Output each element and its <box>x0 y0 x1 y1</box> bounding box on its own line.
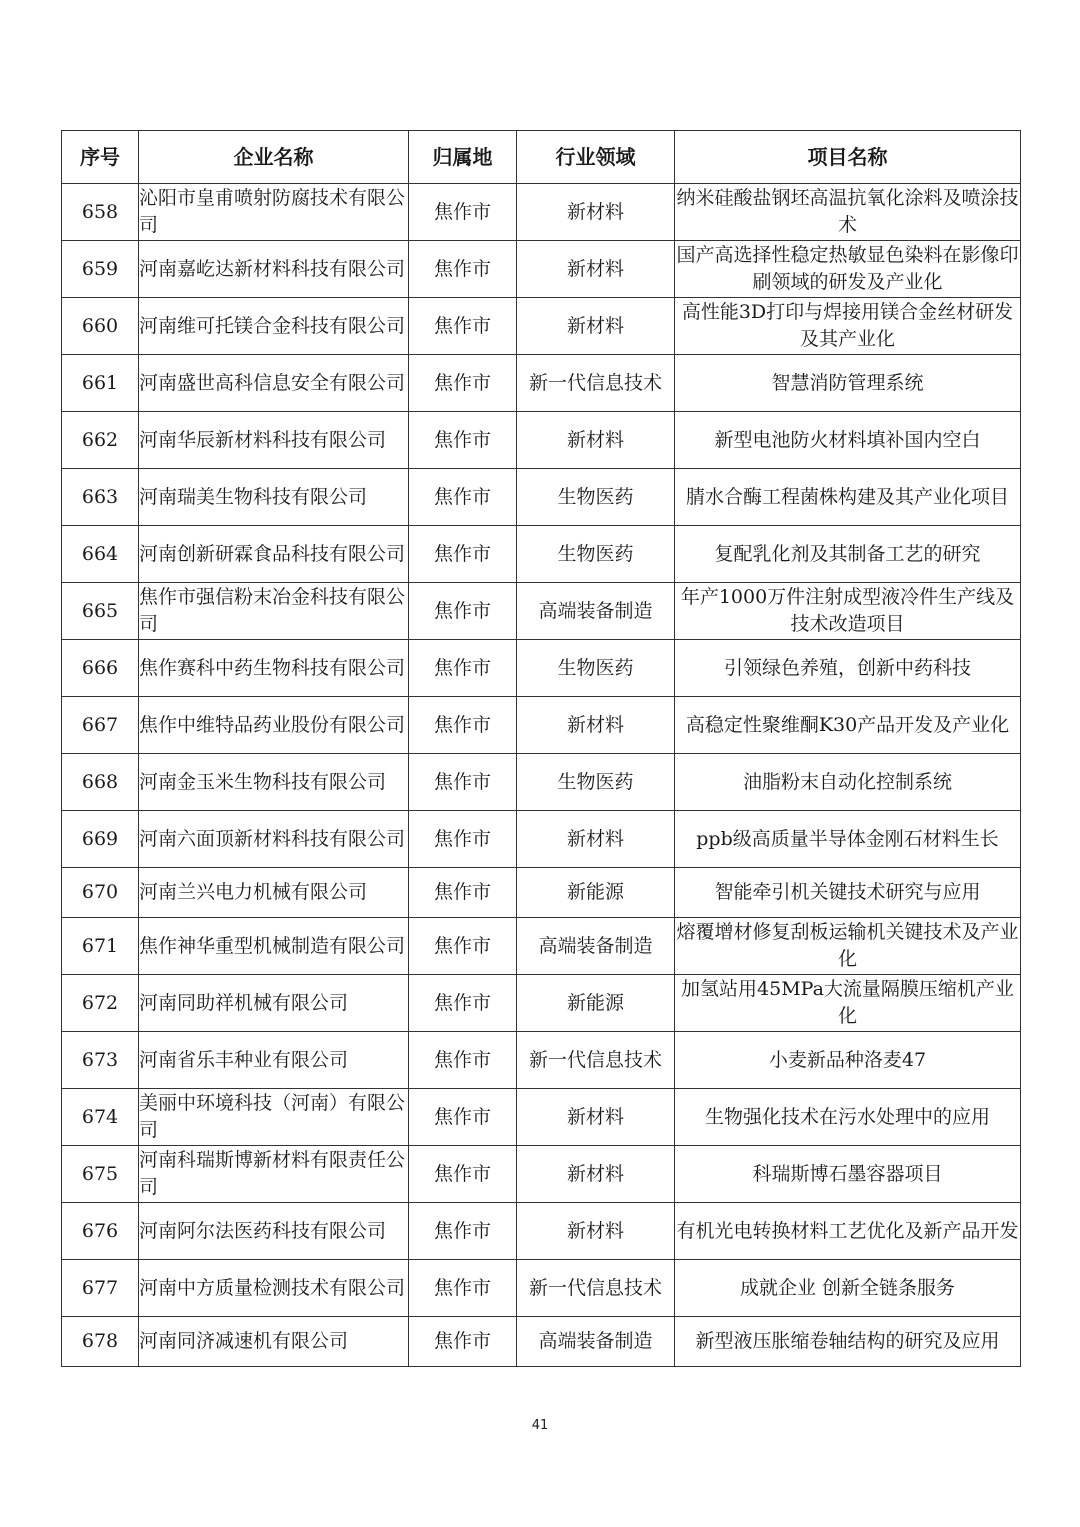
serial-number-cell: 672 <box>62 975 139 1032</box>
project-name-cell: 科瑞斯博石墨容器项目 <box>675 1146 1021 1203</box>
location-cell: 焦作市 <box>409 918 517 975</box>
company-name-cell: 美丽中环境科技（河南）有限公司 <box>139 1089 409 1146</box>
header-project-name: 项目名称 <box>675 131 1021 184</box>
page-number: 41 <box>531 1418 549 1433</box>
company-name-cell: 河南中方质量检测技术有限公司 <box>139 1260 409 1317</box>
serial-number-cell: 663 <box>62 469 139 526</box>
table-row <box>62 1317 1021 1367</box>
location-cell: 焦作市 <box>409 1317 517 1367</box>
company-name-cell: 焦作市强信粉末冶金科技有限公司 <box>139 583 409 640</box>
table-row <box>62 1260 1021 1317</box>
location-cell: 焦作市 <box>409 412 517 469</box>
company-name-cell: 焦作中维特品药业股份有限公司 <box>139 697 409 754</box>
company-name-cell: 河南六面顶新材料科技有限公司 <box>139 811 409 868</box>
serial-number-cell: 662 <box>62 412 139 469</box>
table-body <box>62 184 1021 1367</box>
company-name-cell: 焦作赛科中药生物科技有限公司 <box>139 640 409 697</box>
project-name-cell: 智慧消防管理系统 <box>675 355 1021 412</box>
header-location: 归属地 <box>409 131 517 184</box>
table-row <box>62 975 1021 1032</box>
industry-cell: 新材料 <box>517 811 675 868</box>
project-name-cell: 纳米硅酸盐钢坯高温抗氧化涂料及喷涂技术 <box>675 184 1021 241</box>
project-name-cell: 新型液压胀缩卷轴结构的研究及应用 <box>675 1317 1021 1367</box>
serial-number-cell: 674 <box>62 1089 139 1146</box>
table-row <box>62 583 1021 640</box>
table-row <box>62 1032 1021 1089</box>
company-name-cell: 河南盛世高科信息安全有限公司 <box>139 355 409 412</box>
location-cell: 焦作市 <box>409 1146 517 1203</box>
location-cell: 焦作市 <box>409 1260 517 1317</box>
industry-cell: 新能源 <box>517 868 675 918</box>
industry-cell: 生物医药 <box>517 469 675 526</box>
industry-cell: 新材料 <box>517 412 675 469</box>
serial-number-cell: 668 <box>62 754 139 811</box>
location-cell: 焦作市 <box>409 298 517 355</box>
project-name-cell: 有机光电转换材料工艺优化及新产品开发 <box>675 1203 1021 1260</box>
table-row <box>62 918 1021 975</box>
location-cell: 焦作市 <box>409 1032 517 1089</box>
table-row <box>62 355 1021 412</box>
serial-number-cell: 670 <box>62 868 139 918</box>
serial-number-cell: 661 <box>62 355 139 412</box>
location-cell: 焦作市 <box>409 697 517 754</box>
industry-cell: 新能源 <box>517 975 675 1032</box>
serial-number-cell: 666 <box>62 640 139 697</box>
serial-number-cell: 667 <box>62 697 139 754</box>
project-name-cell: 加氢站用45MPa大流量隔膜压缩机产业化 <box>675 975 1021 1032</box>
serial-number-cell: 660 <box>62 298 139 355</box>
industry-cell: 高端装备制造 <box>517 1317 675 1367</box>
location-cell: 焦作市 <box>409 811 517 868</box>
location-cell: 焦作市 <box>409 868 517 918</box>
serial-number-cell: 659 <box>62 241 139 298</box>
serial-number-cell: 658 <box>62 184 139 241</box>
header-industry: 行业领域 <box>517 131 675 184</box>
industry-cell: 新材料 <box>517 298 675 355</box>
serial-number-cell: 676 <box>62 1203 139 1260</box>
project-name-cell: 高稳定性聚维酮K30产品开发及产业化 <box>675 697 1021 754</box>
location-cell: 焦作市 <box>409 583 517 640</box>
project-name-cell: 成就企业 创新全链条服务 <box>675 1260 1021 1317</box>
location-cell: 焦作市 <box>409 241 517 298</box>
industry-cell: 新一代信息技术 <box>517 355 675 412</box>
header-serial-number: 序号 <box>62 131 139 184</box>
table-row <box>62 811 1021 868</box>
company-name-cell: 河南同济减速机有限公司 <box>139 1317 409 1367</box>
company-name-cell: 河南金玉米生物科技有限公司 <box>139 754 409 811</box>
industry-cell: 新一代信息技术 <box>517 1260 675 1317</box>
industry-cell: 新一代信息技术 <box>517 1032 675 1089</box>
project-name-cell: 小麦新品种洛麦47 <box>675 1032 1021 1089</box>
location-cell: 焦作市 <box>409 355 517 412</box>
company-name-cell: 河南嘉屹达新材料科技有限公司 <box>139 241 409 298</box>
project-name-cell: 复配乳化剂及其制备工艺的研究 <box>675 526 1021 583</box>
serial-number-cell: 664 <box>62 526 139 583</box>
table-row <box>62 754 1021 811</box>
project-name-cell: 高性能3D打印与焊接用镁合金丝材研发及其产业化 <box>675 298 1021 355</box>
industry-cell: 新材料 <box>517 697 675 754</box>
industry-cell: 新材料 <box>517 1203 675 1260</box>
company-name-cell: 河南创新研霖食品科技有限公司 <box>139 526 409 583</box>
company-name-cell: 沁阳市皇甫喷射防腐技术有限公司 <box>139 184 409 241</box>
location-cell: 焦作市 <box>409 1089 517 1146</box>
location-cell: 焦作市 <box>409 1203 517 1260</box>
table-row <box>62 1203 1021 1260</box>
industry-cell: 新材料 <box>517 184 675 241</box>
table-row <box>62 868 1021 918</box>
header-company-name: 企业名称 <box>139 131 409 184</box>
project-name-cell: 智能牵引机关键技术研究与应用 <box>675 868 1021 918</box>
serial-number-cell: 677 <box>62 1260 139 1317</box>
location-cell: 焦作市 <box>409 184 517 241</box>
enterprise-project-table <box>61 130 1021 1367</box>
project-name-cell: 熔覆增材修复刮板运输机关键技术及产业化 <box>675 918 1021 975</box>
serial-number-cell: 665 <box>62 583 139 640</box>
table-row <box>62 640 1021 697</box>
project-name-cell: 生物强化技术在污水处理中的应用 <box>675 1089 1021 1146</box>
company-name-cell: 河南同助祥机械有限公司 <box>139 975 409 1032</box>
industry-cell: 生物医药 <box>517 526 675 583</box>
project-name-cell: ppb级高质量半导体金刚石材料生长 <box>675 811 1021 868</box>
table-row <box>62 697 1021 754</box>
project-name-cell: 引领绿色养殖，创新中药科技 <box>675 640 1021 697</box>
company-name-cell: 河南科瑞斯博新材料有限责任公司 <box>139 1146 409 1203</box>
project-name-cell: 年产1000万件注射成型液冷件生产线及技术改造项目 <box>675 583 1021 640</box>
industry-cell: 新材料 <box>517 1089 675 1146</box>
serial-number-cell: 669 <box>62 811 139 868</box>
industry-cell: 生物医药 <box>517 754 675 811</box>
company-name-cell: 河南维可托镁合金科技有限公司 <box>139 298 409 355</box>
industry-cell: 高端装备制造 <box>517 583 675 640</box>
project-name-cell: 腈水合酶工程菌株构建及其产业化项目 <box>675 469 1021 526</box>
table-header-row <box>62 131 1021 184</box>
table-row <box>62 412 1021 469</box>
project-name-cell: 国产高选择性稳定热敏显色染料在影像印刷领域的研发及产业化 <box>675 241 1021 298</box>
company-name-cell: 河南省乐丰种业有限公司 <box>139 1032 409 1089</box>
table-row <box>62 298 1021 355</box>
location-cell: 焦作市 <box>409 469 517 526</box>
table-row <box>62 526 1021 583</box>
serial-number-cell: 678 <box>62 1317 139 1367</box>
project-name-cell: 新型电池防火材料填补国内空白 <box>675 412 1021 469</box>
serial-number-cell: 673 <box>62 1032 139 1089</box>
serial-number-cell: 671 <box>62 918 139 975</box>
company-name-cell: 河南阿尔法医药科技有限公司 <box>139 1203 409 1260</box>
table-row <box>62 1089 1021 1146</box>
table-row <box>62 241 1021 298</box>
location-cell: 焦作市 <box>409 975 517 1032</box>
industry-cell: 新材料 <box>517 1146 675 1203</box>
company-name-cell: 河南兰兴电力机械有限公司 <box>139 868 409 918</box>
company-name-cell: 河南华辰新材料科技有限公司 <box>139 412 409 469</box>
project-name-cell: 油脂粉末自动化控制系统 <box>675 754 1021 811</box>
location-cell: 焦作市 <box>409 526 517 583</box>
industry-cell: 生物医药 <box>517 640 675 697</box>
company-name-cell: 焦作神华重型机械制造有限公司 <box>139 918 409 975</box>
table-row <box>62 184 1021 241</box>
industry-cell: 新材料 <box>517 241 675 298</box>
table-row <box>62 469 1021 526</box>
location-cell: 焦作市 <box>409 754 517 811</box>
company-name-cell: 河南瑞美生物科技有限公司 <box>139 469 409 526</box>
serial-number-cell: 675 <box>62 1146 139 1203</box>
location-cell: 焦作市 <box>409 640 517 697</box>
table-row <box>62 1146 1021 1203</box>
industry-cell: 高端装备制造 <box>517 918 675 975</box>
